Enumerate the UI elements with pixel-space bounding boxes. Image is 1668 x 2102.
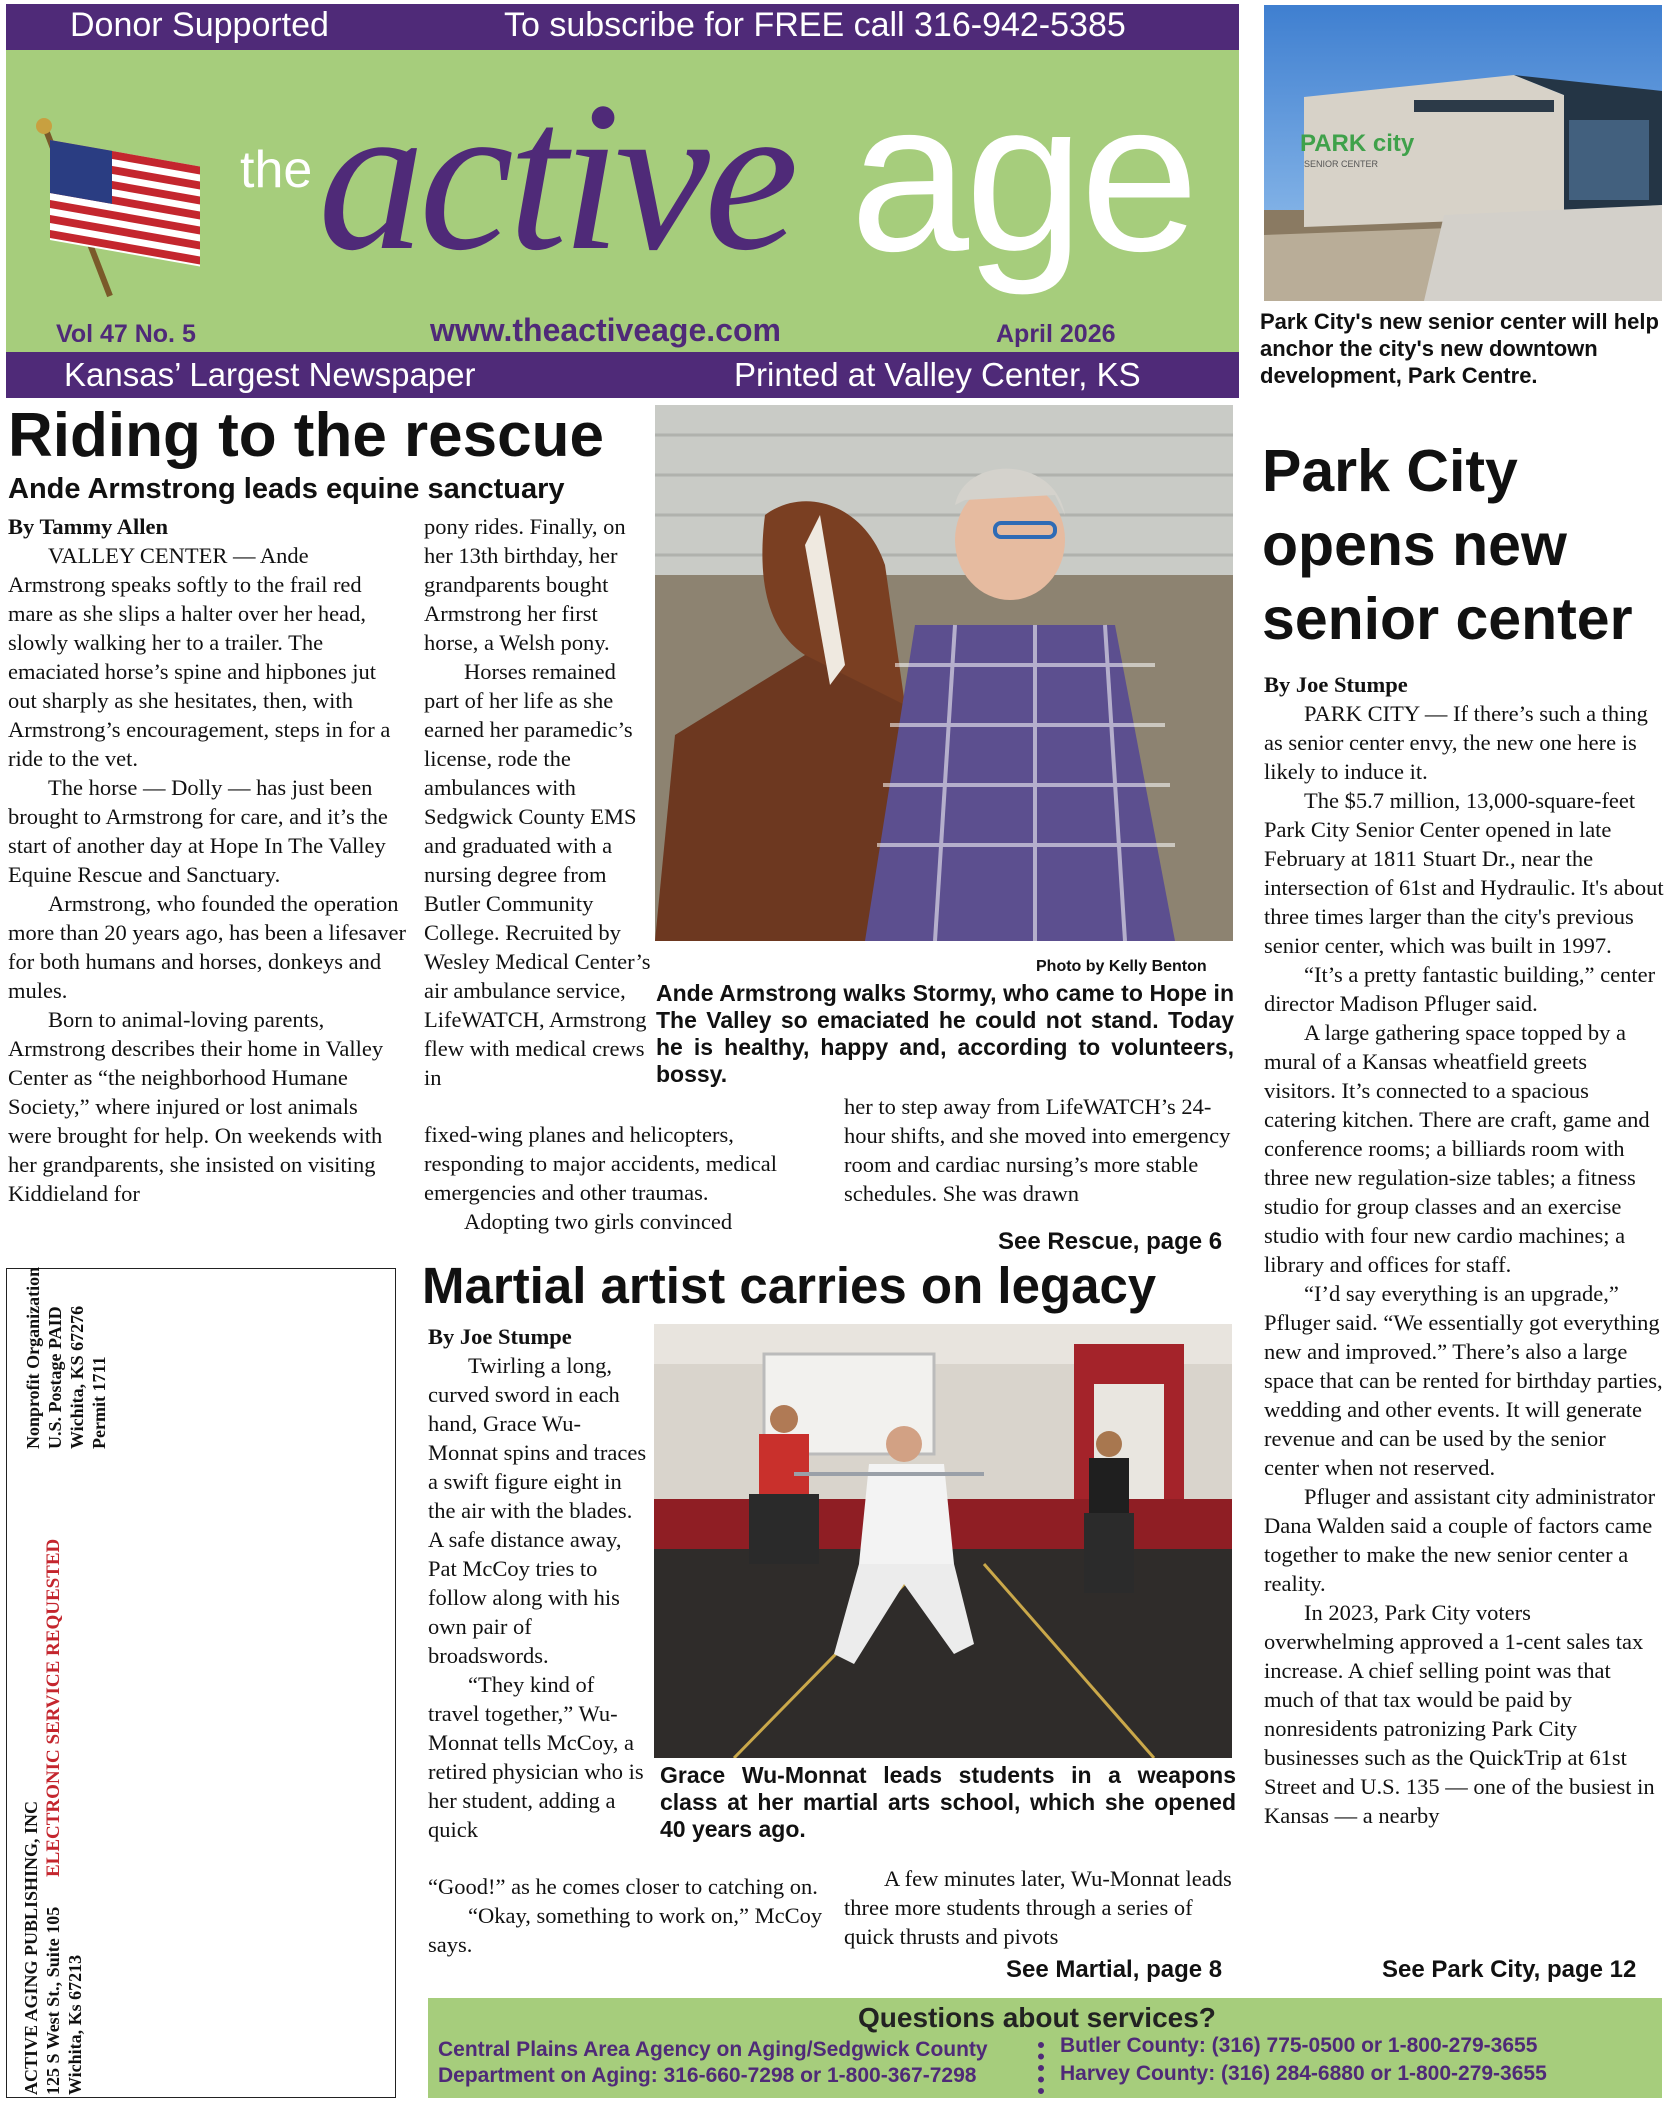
martial-headline: Martial artist carries on legacy (422, 1257, 1157, 1314)
service-requested: ELECTRONIC SERVICE REQUESTED (43, 1538, 64, 1877)
park-city-paragraph: A large gathering space topped by a mural of a Kansas wheatfield greets visitors. It’s connected to a spacious catering kitchen. There are craft, game and conference rooms; a billiards room with three new regulation-size tables; a fitness studio for group classes and an exercise studio with four new cardio machines; a library and offices for staff. (1264, 1020, 1650, 1277)
tagline: Kansas’ Largest Newspaper (64, 356, 476, 393)
publisher-city: Wichita, Ks 67213 (65, 1954, 85, 2095)
rescue-paragraph: The horse — Dolly — has just been brought to Armstrong for care, and it’s the start of another day at Hope In The Valley Equine Rescue and Sanctuary. (8, 775, 388, 887)
logo-age: age (850, 57, 1196, 296)
publisher-street: 125 S West St., Suite 105 (43, 1906, 63, 2095)
rescue-paragraph: VALLEY CENTER — Ande Armstrong speaks softly to the frail red mare as she slips a halter over her head, slowly walking her to a trailer. The emaciated horse’s spine and hipbones jut out sharply as she hesitates, then, with Armstrong’s encouragement, steps in for a ride to the vet. (8, 543, 391, 771)
park-city-paragraph: The $5.7 million, 13,000-square-feet Park City Senior Center opened in late February at 1811 Stuart Dr., near the intersection of 61st and Hydraulic. It's about three times larger than the city's previous senior center, which was built in 1997. (1264, 788, 1664, 958)
park-city-paragraph: In 2023, Park City voters overwhelming approved a 1-cent sales tax increase. A chief selling point was that much of that tax would be paid by nonresidents patronizing Park City businesses such as the QuickTrip at 61st Street and U.S. 135 — one of the busiest in Kansas — a nearby (1264, 1600, 1655, 1828)
permit-number: Permit 1711 (89, 1356, 109, 1449)
services-box (428, 1998, 1662, 2098)
park-city-photo (1264, 5, 1662, 301)
park-city-headline: Park City opens new senior center (1262, 438, 1633, 652)
website-link[interactable]: www.theactiveage.com (430, 312, 781, 348)
rescue-column-3 (844, 1092, 1236, 1208)
park-city-paragraph: Pfluger and assistant city administrator Dana Walden said a couple of factors came together to make the new senior center a reality. (1264, 1484, 1656, 1596)
publisher-name: ACTIVE AGING PUBLISHING, INC (21, 1800, 41, 2095)
horse-photo-caption: Ande Armstrong walks Stormy, who came to Hope in The Valley so emaciated he could not stand. Today he is healthy, happy and, according to volunteers, bossy. (656, 980, 1234, 1087)
logo-the: the (240, 141, 313, 199)
martial-jump-link[interactable]: See Martial, page 8 (1006, 1956, 1223, 1983)
martial-arts-photo (654, 1324, 1232, 1758)
masthead-bottom-bar (6, 352, 1239, 398)
volume-number: Vol 47 No. 5 (56, 320, 196, 348)
services-sedgwick-1: Central Plains Area Agency on Aging/Sedgwick County (438, 2038, 988, 2061)
park-city-byline: By Joe Stumpe (1264, 672, 1408, 697)
issue-date: April 2026 (996, 320, 1116, 348)
masthead-top-bar (6, 4, 1239, 50)
postage-paid: U.S. Postage PAID (45, 1306, 65, 1449)
horse-photo-credit: Photo by Kelly Benton (1036, 958, 1207, 975)
sign-park-city: PARK city (1300, 130, 1415, 157)
rescue-paragraph: Born to animal-loving parents, Armstrong describes their home in Valley Center as “the neighborhood Humane Society,” where injured or lost animals were brought for help. On weekends with her grandparents, she insisted on visiting Kiddieland for (8, 1007, 384, 1206)
martial-column-1-wide (428, 1872, 828, 1959)
services-sedgwick-2: Department on Aging: 316-660-7298 or 1-800-367-7298 (438, 2064, 977, 2087)
sign-senior-center: SENIOR CENTER (1304, 159, 1379, 169)
martial-photo-caption: Grace Wu-Monnat leads students in a weapons class at her martial arts school, which she opened 40 years ago. (660, 1762, 1236, 1842)
postage-city: Wichita, KS 67276 (67, 1305, 87, 1449)
rescue-paragraph: her to step away from LifeWATCH’s 24-hour shifts, and she moved into emergency room and cardiac nursing’s more stable schedules. She was drawn (844, 1094, 1231, 1206)
logo-active: active (318, 58, 793, 295)
park-city-photo-caption: Park City's new senior center will help anchor the city's new downtown development, Park Centre. (1260, 309, 1659, 388)
martial-paragraph: “They kind of travel together,” Wu-Monnat tells McCoy, a retired physician who is her student, adding a quick (428, 1672, 644, 1842)
martial-paragraph: “Okay, something to work on,” McCoy says. (428, 1903, 823, 1957)
rescue-jump-link[interactable]: See Rescue, page 6 (998, 1228, 1223, 1255)
park-city-column (1264, 670, 1664, 1830)
martial-byline: By Joe Stumpe (428, 1324, 572, 1349)
rescue-paragraph: fixed-wing planes and helicopters, responding to major accidents, medical emergencies and other traumas. (424, 1122, 778, 1205)
park-city-paragraph: “It’s a pretty fantastic building,” center director Madison Pfluger said. (1264, 962, 1656, 1016)
nonprofit-org: Nonprofit Organization (23, 1266, 43, 1449)
park-city-jump-link[interactable]: See Park City, page 12 (1382, 1956, 1637, 1983)
rescue-column-2 (424, 512, 656, 1092)
martial-paragraph: Twirling a long, curved sword in each hand, Grace Wu-Monnat spins and traces a swift figure eight in the air with the blades. A safe distance away, Pat McCoy tries to follow along with his own pair of broadswords. (428, 1353, 647, 1668)
services-divider (1038, 2042, 1044, 2094)
rescue-paragraph: Armstrong, who founded the operation more than 20 years ago, has been a lifesaver for both humans and horses, donkeys and mules. (8, 891, 406, 1003)
mailing-label-box (6, 1268, 396, 2098)
services-butler: Butler County: (316) 775-0500 or 1-800-279-3655 (1060, 2034, 1538, 2057)
martial-column-2 (844, 1864, 1236, 1951)
rescue-paragraph: pony rides. Finally, on her 13th birthday, her grandparents bought Armstrong her first horse, a Welsh pony. (424, 514, 626, 655)
services-title: Questions about services? (858, 2002, 1216, 2033)
american-flag-icon (28, 100, 228, 300)
donor-supported-label: Donor Supported (70, 6, 329, 44)
services-harvey: Harvey County: (316) 284-6880 or 1-800-279-3655 (1060, 2062, 1547, 2085)
rescue-column-2-wide (424, 1120, 822, 1236)
martial-column-1 (428, 1322, 650, 1844)
rescue-column-1 (8, 512, 406, 1208)
rescue-headline: Riding to the rescue (8, 401, 604, 470)
rescue-paragraph: Horses remained part of her life as she earned her paramedic’s license, rode the ambulances with Sedgwick County EMS and graduated with a nursing degree from Butler Community College. Recruited by Wesley Medical Center’s air ambulance service, LifeWATCH, Armstrong flew with medical crews in (424, 659, 651, 1090)
rescue-subhead: Ande Armstrong leads equine sanctuary (8, 473, 565, 505)
martial-paragraph: “Good!” as he comes closer to catching on. (428, 1874, 818, 1899)
printed-location: Printed at Valley Center, KS (734, 356, 1141, 393)
rescue-byline: By Tammy Allen (8, 514, 169, 539)
rescue-paragraph: Adopting two girls convinced (464, 1209, 733, 1234)
park-city-paragraph: PARK CITY — If there’s such a thing as senior center envy, the new one here is likely to induce it. (1264, 701, 1648, 784)
park-city-paragraph: “I’d say everything is an upgrade,” Pfluger said. “We essentially got everything new and improved.” There’s also a large space that can be rented for birthday parties, wedding and other events. It will generate revenue and can be used by the senior center when not reserved. (1264, 1281, 1663, 1480)
horse-photo (655, 405, 1233, 941)
subscribe-info: To subscribe for FREE call 316-942-5385 (504, 6, 1126, 44)
martial-paragraph: A few minutes later, Wu-Monnat leads three more students through a series of quick thrusts and pivots (844, 1866, 1232, 1949)
